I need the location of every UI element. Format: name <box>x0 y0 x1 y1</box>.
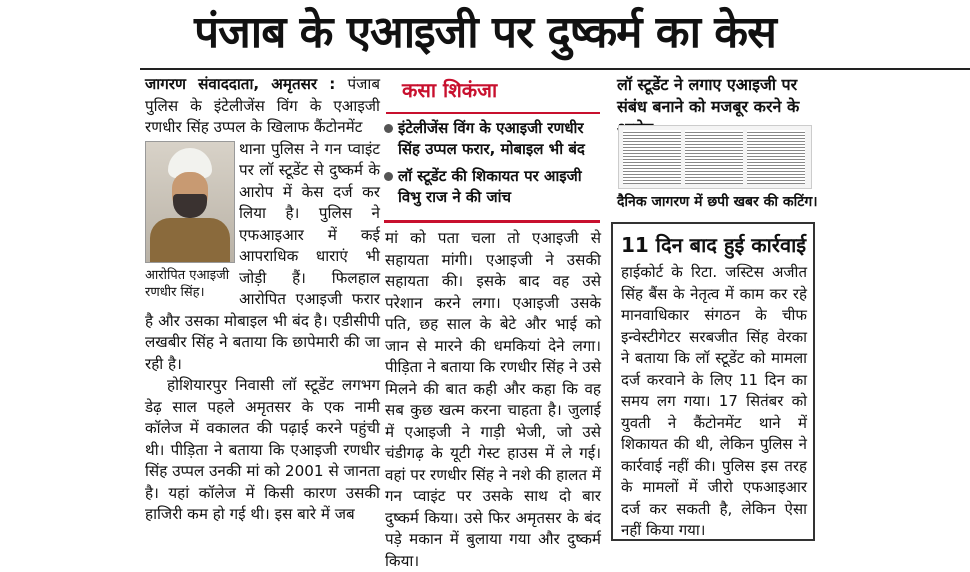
bullet-item <box>384 166 600 208</box>
sidebar-rule <box>386 112 600 114</box>
bullet-item <box>384 118 600 160</box>
sidebar-bullets <box>384 118 600 214</box>
sidebar-label: कसा शिकंजा <box>402 78 498 102</box>
dateline: जागरण संवाददाता, अमृतसर : <box>145 75 348 93</box>
photo-caption: आरोपित एआइजी रणधीर सिंह। <box>145 267 230 300</box>
bullet-text: इंटेलीजेंस विंग के एआइजी रणधीर सिंह उप्पल फरार, मोबाइल भी बंद <box>398 119 585 158</box>
bullet-icon <box>384 172 393 181</box>
newspaper-clipping <box>618 125 812 189</box>
photo-block <box>145 141 233 301</box>
action-box-text: हाईकोर्ट के रिटा. जस्टिस अजीत सिंह बैंस के नेतृत्व में काम कर रहे मानवाधिकार संगठन के चीफ इन्वेस्टीगेटर सरबजीत सिंह वेरका ने बताया कि लॉ स्टूडेंट को मामला दर्ज करवाने के लिए 11 दिन का समय लग गया। 17 सितंबर को युवती ने कैंटोनमेंट थाने में शिकायत की थी, लेकिन पुलिस ने कार्रवाई नहीं की। पुलिस इस तरह के मामलों में जीरो एफआइआर दर्ज कर सकती है, लेकिन ऐसा नहीं किया गया। <box>621 263 807 539</box>
lead-paragraph <box>145 74 380 139</box>
sidebar-bottom-rule <box>384 220 600 223</box>
left-column <box>145 74 380 526</box>
lead-text: पंजाब पुलिस के इंटेलीजेंस विंग के एआइजी रणधीर सिंह उप्पल के खिलाफ कैंटोनमेंट <box>145 75 380 136</box>
accused-photo <box>145 141 235 263</box>
bullet-icon <box>384 124 393 133</box>
middle-column <box>385 228 601 572</box>
right-headline: लॉ स्टूडेंट ने लगाए एआइजी पर संबंध बनाने को मजबूर करने के <box>617 75 800 116</box>
clipping-caption: दैनिक जागरण में छपी खबर की कटिंग। <box>617 194 818 210</box>
lead-paragraph-cont: थाना पुलिस ने गन प्वाइंट पर लॉ स्टूडेंट से दुष्कर्म के आरोप में केस दर्ज कर लिया है। पुलिस ने एफआइआर में कई आपराधिक धाराएं भी जोड़ी हैं। फिलहाल आरोपित एआइजी फरार है और उसका मोबाइल भी बंद है। एडीसीपी लखबीर सिंह ने बताया कि छापेमारी की जा रही है। <box>145 139 380 373</box>
headline: पंजाब के एआइजी पर दुष्कर्म का केस <box>194 7 776 58</box>
bullet-text: लॉ स्टूडेंट की शिकायत पर आइजी विभु राज ने की जांच <box>398 167 582 206</box>
middle-text: मां को पता चला तो एआइजी से सहायता मांगी। एआइजी ने उसकी सहायता की। इसके बाद वह उसे परेशान करने लगा। एआइजी उसके पति, छह साल के बेटे और भाई को जान से मारने की धमकियां देने लगा। पीड़िता ने बताया कि रणधीर सिंह ने उसे मिलने की बात कही और कहा कि वह सब कुछ खत्म करना चाहता है। जुलाई में एआइजी ने गाड़ी भेजी, जो उसे चंडीगढ़ के यूटी गेस्ट हाउस में ले गई। वहां पर रणधीर सिंह ने नशे की हालत में गन प्वाइंट पर उसके साथ दो बार दुष्कर्म किया। उसे फिर अमृतसर के बंद पड़े मकान में बुलाया गया और दुष्कर्म किया। <box>385 229 601 570</box>
headline-rule <box>140 68 970 70</box>
second-paragraph: होशियारपुर निवासी लॉ स्टूडेंट लगभग डेढ़ साल पहले अमृतसर के एक नामी कॉलेज में वकालत की पढ़ाई करने पहुंची थी। पीड़िता ने बताया कि एआइजी रणधीर सिंह उप्पल उनकी मां को 2001 से जानता है। यहां कॉलेज में किसी कारण उसकी हाजिरी कम हो गई थी। इस बारे में जब <box>145 376 380 523</box>
action-box-title: 11 दिन बाद हुई कार्रवाई <box>621 233 807 257</box>
